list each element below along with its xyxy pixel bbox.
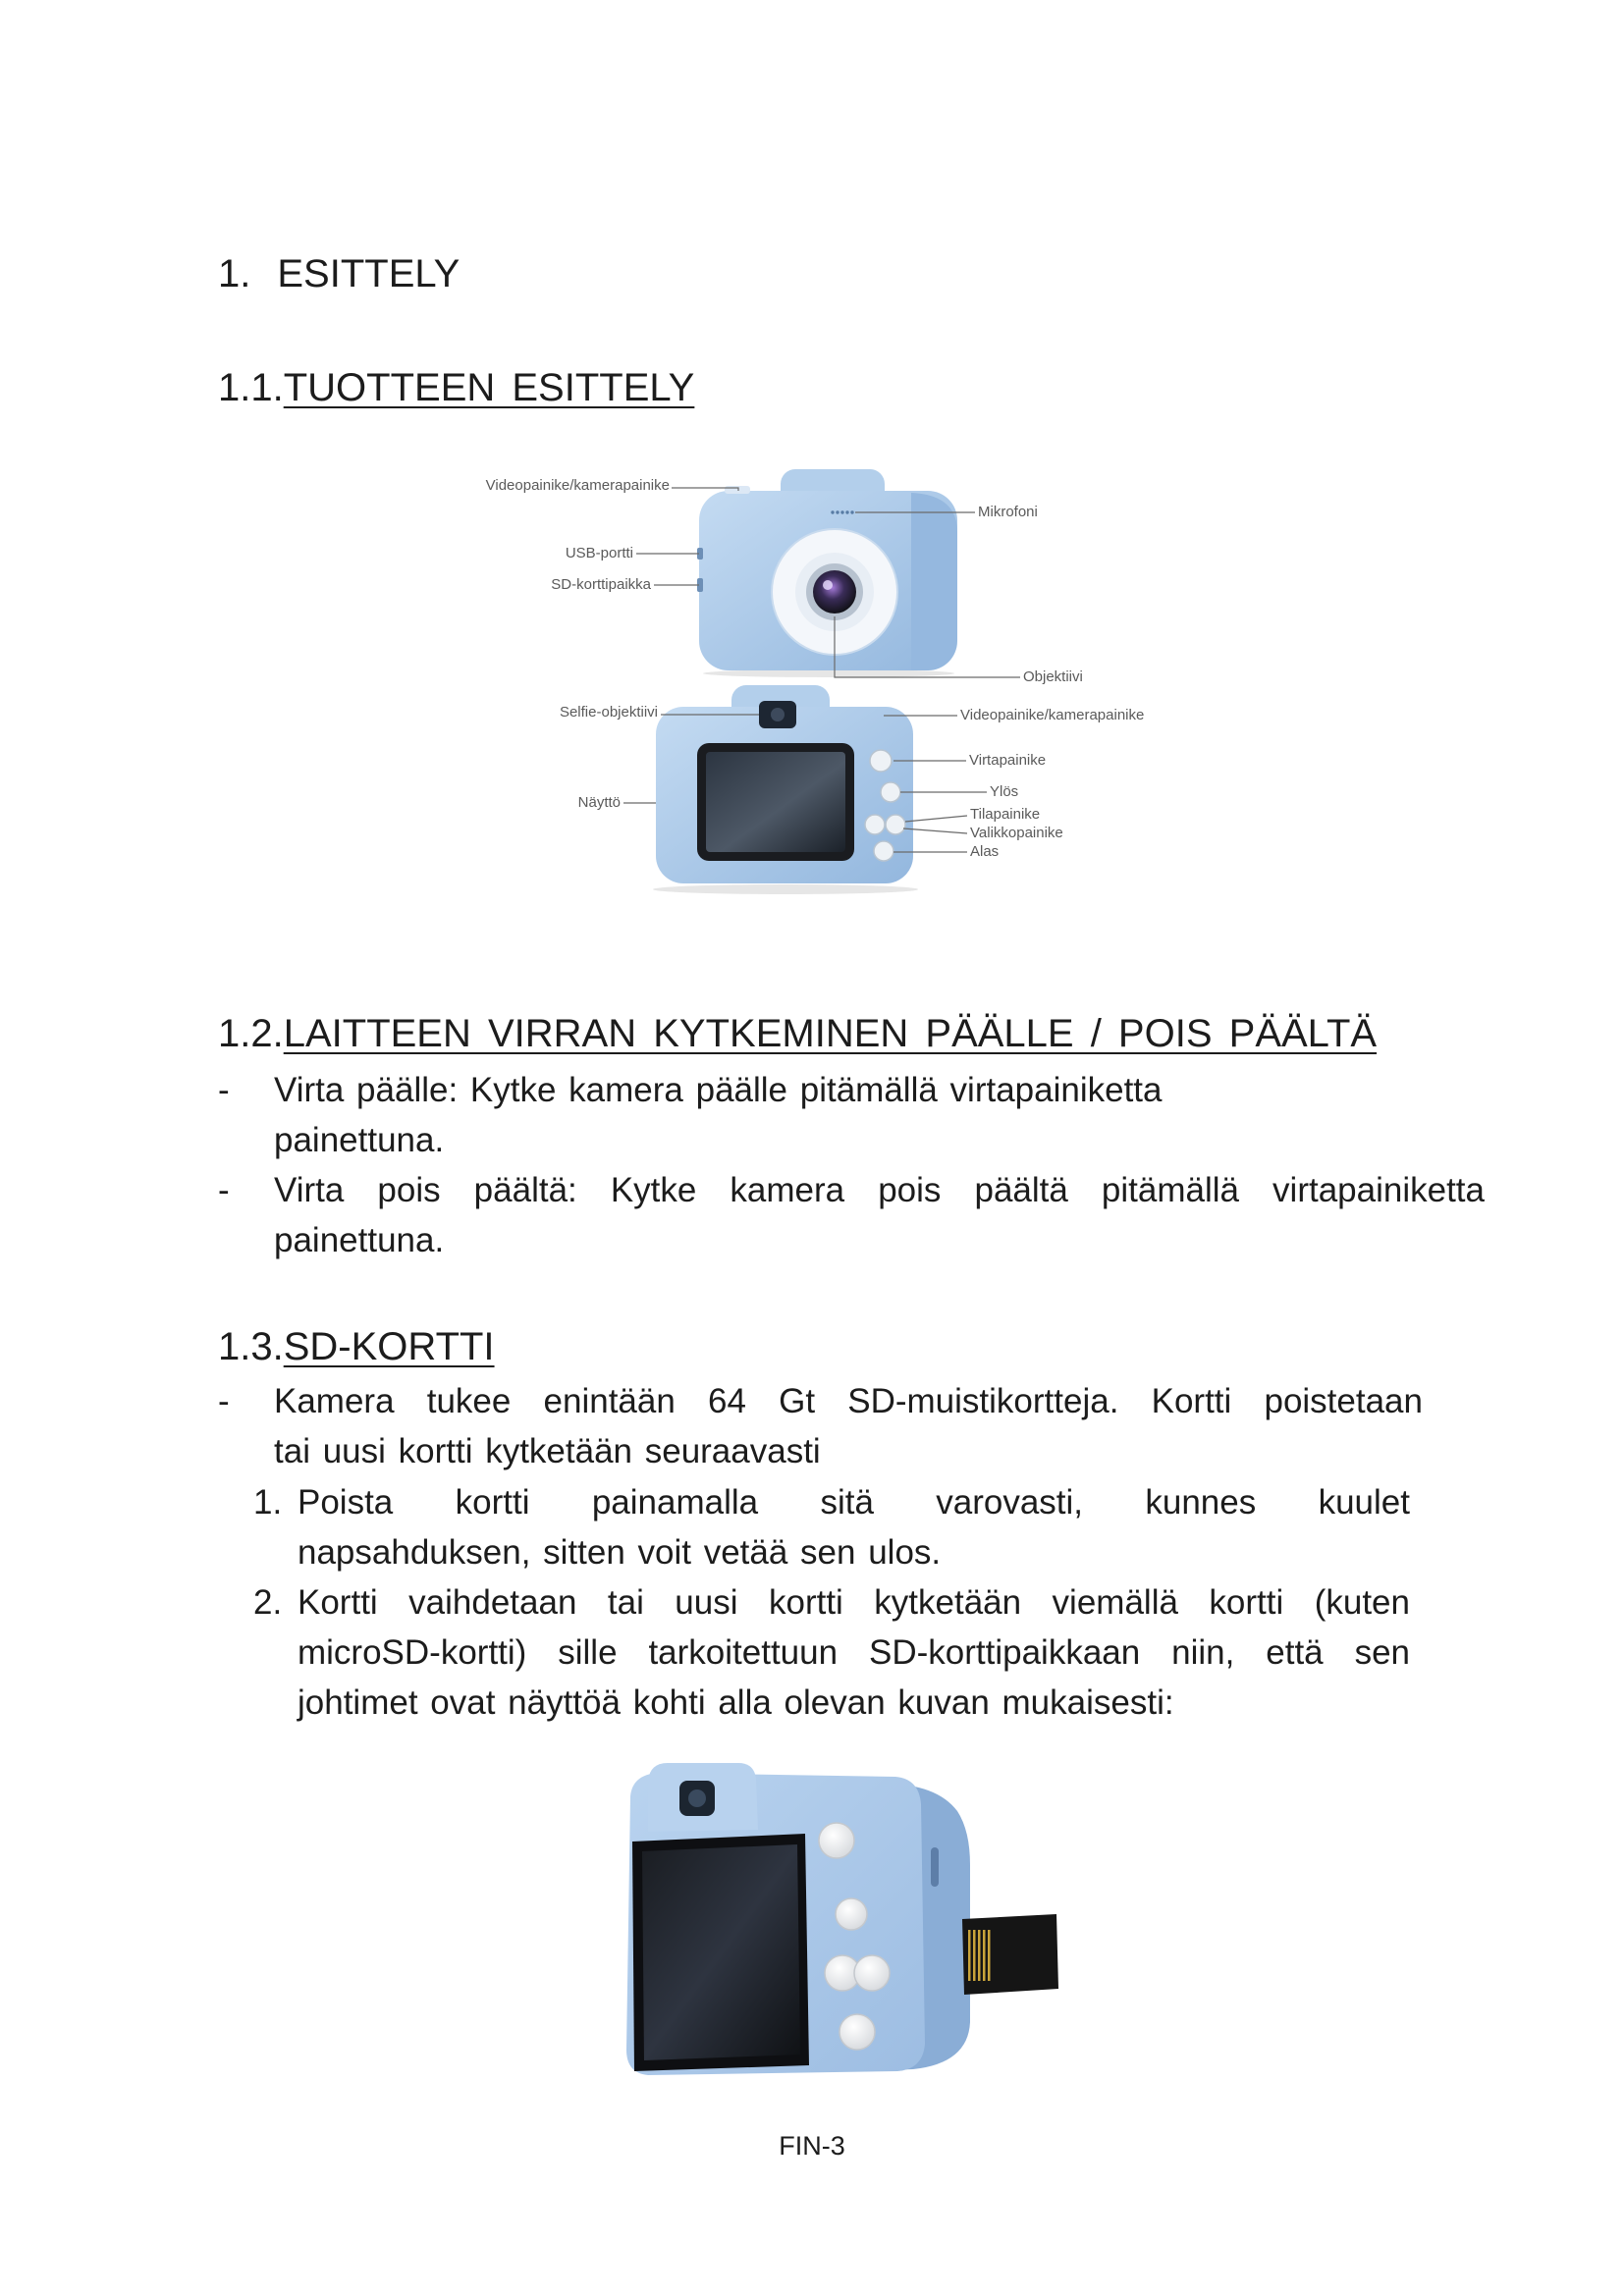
bullet-marker: - [218, 1071, 230, 1109]
section-title: SD-KORTTI [283, 1325, 495, 1368]
section-number: 1.1. [218, 366, 284, 409]
text-line: painettuna. [274, 1121, 445, 1159]
section-heading-intro [218, 249, 460, 298]
section-number: 1. [218, 252, 251, 295]
text-line: napsahduksen, sitten voit vetää sen ulos. [298, 1533, 942, 1572]
step-number: 1. [253, 1483, 283, 1522]
label-usb-port: USB-portti [565, 544, 633, 561]
text-line: microSD-kortti) sille tarkoitettuun SD-korttipaikkaan niin, että sen [298, 1633, 1410, 1672]
text-line: painettuna. [274, 1221, 445, 1259]
label-mode-button: Tilapainike [970, 805, 1041, 823]
front-camera-illustration [697, 469, 957, 677]
text-line: Virta pois päältä: Kytke kamera pois päältä pitämällä virtapainiketta [274, 1171, 1485, 1209]
text-line: johtimet ovat näyttöä kohti alla olevan kuvan mukaisesti: [298, 1683, 1174, 1722]
bullet-marker: - [218, 1171, 230, 1209]
text-line: Kamera tukee enintään 64 Gt SD-muistikortteja. Kortti poistetaan [274, 1382, 1423, 1420]
label-menu-button: Valikkopainike [970, 824, 1063, 841]
label-up: Ylös [990, 782, 1019, 800]
label-video-button-back: Videopainike/kamerapainike [960, 706, 1145, 723]
label-microphone: Mikrofoni [978, 503, 1038, 520]
section-title: TUOTTEEN ESITTELY [283, 366, 695, 409]
section-number: 1.3. [218, 1325, 284, 1368]
microsd-card [962, 1914, 1058, 1995]
camera-back-photo [626, 1763, 970, 2075]
text-line: tai uusi kortti kytketään seuraavasti [274, 1432, 821, 1470]
label-sd-slot: SD-korttipaikka [551, 575, 651, 593]
section-title: ESITTELY [277, 252, 460, 295]
section-heading-product [218, 363, 694, 412]
shutter-button [725, 486, 750, 494]
label-video-button-front: Videopainike/kamerapainike [485, 476, 670, 494]
section-title: LAITTEEN VIRRAN KYTKEMINEN PÄÄLLE / POIS PÄÄLTÄ [283, 1012, 1378, 1055]
text-line: Kortti vaihdetaan tai uusi kortti kytketään viemällä kortti (kuten [298, 1583, 1410, 1622]
label-screen: Näyttö [577, 793, 621, 811]
lens [813, 570, 856, 614]
label-lens: Objektiivi [1023, 667, 1083, 685]
bullet-marker: - [218, 1382, 230, 1420]
back-camera-illustration [653, 685, 918, 894]
label-down: Alas [970, 842, 1000, 860]
side-slot [931, 1847, 939, 1887]
text-line: Poista kortti painamalla sitä varovasti, kunnes kuulet [298, 1483, 1410, 1522]
label-selfie-lens: Selfie-objektiivi [559, 703, 658, 721]
camera-diagram [461, 461, 1208, 913]
section-heading-sd-card [218, 1322, 495, 1371]
section-heading-power [218, 1009, 1377, 1058]
sd-card-insertion-illustration [619, 1757, 1070, 2081]
page-number: FIN-3 [779, 2131, 845, 2161]
step-number: 2. [253, 1583, 283, 1622]
text-line: Virta päälle: Kytke kamera päälle pitämällä virtapainiketta [274, 1071, 1163, 1109]
section-number: 1.2. [218, 1012, 284, 1055]
label-power-button: Virtapainike [969, 751, 1047, 769]
